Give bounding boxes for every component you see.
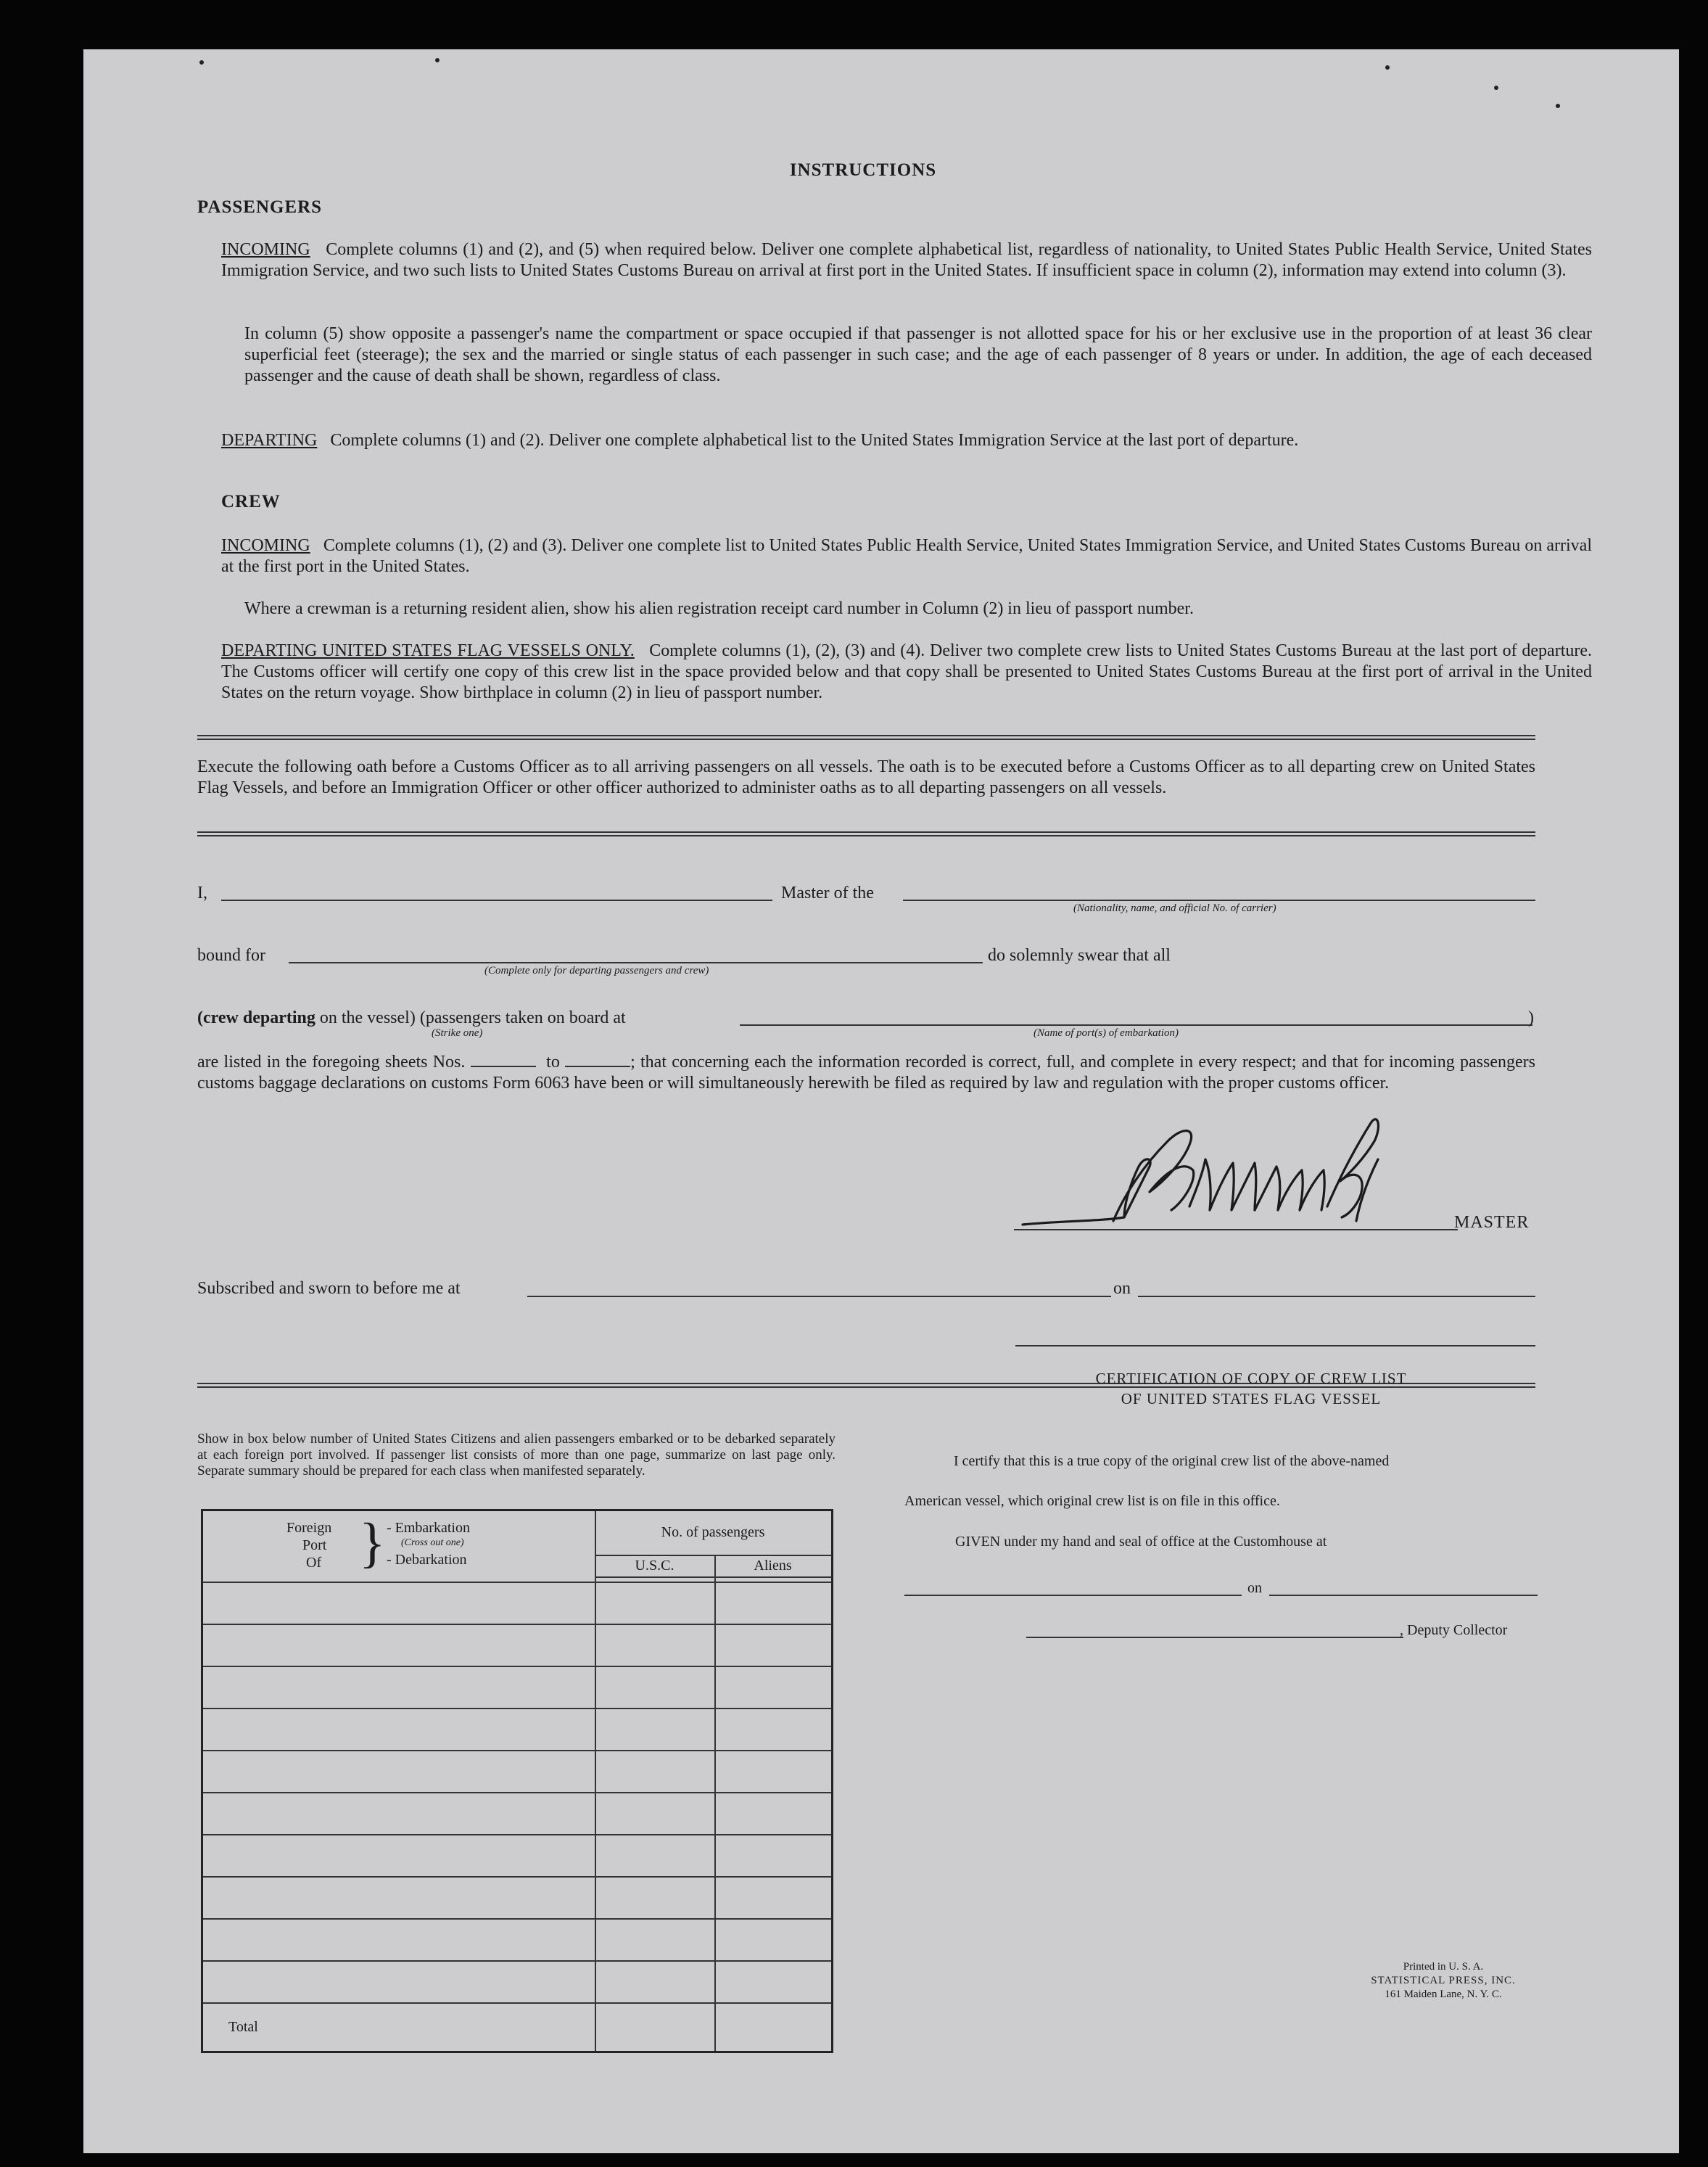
given-text: GIVEN under my hand and seal of office at the Customhouse at — [955, 1534, 1327, 1550]
listed-text: are listed in the foregoing sheets Nos. — [197, 1053, 466, 1072]
master-name-field[interactable] — [221, 900, 772, 901]
aliens-header: Aliens — [754, 1558, 792, 1574]
officer-signature-field[interactable] — [1015, 1345, 1535, 1346]
summary-instruction: Show in box below number of United States Citizens and alien passengers embarked or to be debarked separately at each foreign port involved. If passenger list consists of more than one page, summarize on last page only. Separate summary should be prepared for each class when manifested separately. — [197, 1431, 836, 1479]
table-row — [203, 1708, 831, 1709]
departing-text: Complete columns (1) and (2). Deliver one complete alphabetical list to the United States Immigration Service at the last port of departure. — [330, 431, 1299, 450]
scan-speck — [199, 60, 204, 65]
table-row — [203, 1624, 831, 1625]
certification-title-2: OF UNITED STATES FLAG VESSEL — [1121, 1390, 1382, 1407]
scan-speck — [1385, 65, 1390, 70]
table-row — [203, 1834, 831, 1835]
table-row — [203, 1876, 831, 1878]
master-signature-line[interactable] — [1014, 1229, 1458, 1230]
crew-incoming-text: Complete columns (1), (2) and (3). Deliver one complete list to United States Public Health Service, United States Immigration Service, and United States Customs Bureau on arrival at the first port in the United States. — [221, 536, 1593, 576]
section-divider — [197, 831, 1535, 836]
close-paren: ) — [1528, 1008, 1534, 1027]
table-row — [203, 2002, 831, 2004]
incoming-text: Complete columns (1) and (2), and (5) when required below. Deliver one complete alphabetical list, regardless of nationality, to United States Public Health Service, United States Immigration Service, and two such lists to United States Customs Bureau on arrival at first port in the United States. If insufficient space in column (2), information may extend into column (3). — [221, 240, 1592, 280]
printer-line-3: 161 Maiden Lane, N. Y. C. — [1385, 1989, 1502, 2000]
subscribed-on-label: on — [1113, 1279, 1131, 1298]
cross-out-caption: (Cross out one) — [401, 1537, 464, 1548]
on-the-vessel-text: on the vessel) — [315, 1008, 416, 1027]
passenger-summary-table — [201, 1509, 833, 2053]
passengers-departing-paragraph — [221, 430, 1592, 451]
table-row — [203, 1582, 831, 1583]
debarkation-label: - Debarkation — [387, 1552, 467, 1568]
crew-departing-label: DEPARTING UNITED STATES FLAG VESSELS ONLY. — [221, 641, 635, 660]
crew-passenger-line — [197, 1008, 626, 1028]
crew-incoming-paragraph — [221, 535, 1592, 577]
embarkation-port-field[interactable] — [740, 1024, 1532, 1026]
master-label: MASTER — [1454, 1213, 1530, 1232]
master-signature — [1015, 1072, 1393, 1232]
table-header-line — [595, 1576, 831, 1578]
embarkation-label: - Embarkation — [387, 1520, 470, 1536]
total-label: Total — [228, 2019, 258, 2035]
strike-caption: (Strike one) — [432, 1027, 483, 1039]
port-label: Port — [302, 1537, 327, 1553]
carrier-field[interactable] — [903, 900, 1535, 901]
incoming-label: INCOMING — [221, 240, 310, 259]
embarkation-caption: (Name of port(s) of embarkation) — [1034, 1027, 1179, 1039]
table-row — [203, 1666, 831, 1667]
crew-departing-paragraph — [221, 641, 1592, 704]
sheet-from-field[interactable] — [471, 1066, 536, 1067]
of-label: Of — [306, 1555, 322, 1571]
passengers-incoming-paragraph — [221, 239, 1592, 281]
american-vessel-text: American vessel, which original crew list is on file in this office. — [904, 1493, 1280, 1509]
subscribed-date-field[interactable] — [1138, 1296, 1535, 1297]
section-divider — [197, 735, 1535, 740]
subscribed-label: Subscribed and sworn to before me at — [197, 1279, 461, 1298]
scan-speck — [1494, 86, 1498, 90]
deputy-collector-label: , Deputy Collector — [1400, 1622, 1508, 1638]
table-column-line — [595, 1511, 596, 2051]
customhouse-field[interactable] — [904, 1595, 1242, 1596]
bound-for-label: bound for — [197, 946, 265, 965]
sheet-to-field[interactable] — [565, 1066, 630, 1067]
certification-title-1: CERTIFICATION OF COPY OF CREW LIST — [1095, 1370, 1407, 1387]
certification-on-label: on — [1247, 1580, 1262, 1596]
departing-label: DEPARTING — [221, 431, 318, 450]
bound-for-caption: (Complete only for departing passengers and crew) — [484, 965, 709, 976]
table-column-line — [714, 1555, 716, 2051]
column5-paragraph: In column (5) show opposite a passenger's name the compartment or space occupied if that passenger is not allotted space for his or her exclusive use in the proportion of at least 36 clear superficial feet (steerage); the sex and the married or single status of each passenger in such case; and the age of each passenger of 8 years or under. In addition, the age of each deceased passenger and the cause of death shall be shown, regardless of class. — [244, 324, 1592, 385]
certification-date-field[interactable] — [1269, 1595, 1538, 1596]
table-row — [203, 1918, 831, 1920]
passengers-taken-option[interactable]: (passengers taken on board at — [419, 1008, 626, 1027]
table-header-line — [595, 1555, 831, 1556]
printer-line-1: Printed in U. S. A. — [1403, 1961, 1484, 1973]
deputy-collector-field[interactable] — [1026, 1637, 1403, 1638]
passengers-heading: PASSENGERS — [197, 197, 323, 217]
printer-line-2: STATISTICAL PRESS, INC. — [1371, 1975, 1516, 1986]
listed-text-2: ; that concerning each the information recorded is correct, full, and complete in every respect; and that for incoming passengers customs baggage declarations on customs Form 6063 have been or will simultaneously herewith be filed as required by law and regulation with the proper customs officer. — [197, 1053, 1535, 1093]
subscribed-place-field[interactable] — [527, 1296, 1111, 1297]
foreign-label: Foreign — [286, 1520, 332, 1536]
i-label: I, — [197, 884, 207, 902]
crew-incoming-label: INCOMING — [221, 536, 310, 555]
scan-speck — [435, 58, 440, 62]
crew-heading: CREW — [221, 492, 281, 511]
table-row — [203, 1960, 831, 1962]
oath-instruction: Execute the following oath before a Customs Officer as to all arriving passengers on all vessels. The oath is to be executed before a Customs Officer as to all departing crew on United States Flag Vessels, and before an Immigration Officer or other officer authorized to administer oaths as to all departing passengers on all vessels. — [197, 757, 1535, 797]
scan-speck — [1556, 104, 1560, 108]
crew-departing-option[interactable]: (crew departing — [197, 1008, 315, 1027]
carrier-caption: (Nationality, name, and official No. of carrier) — [1073, 902, 1276, 914]
form-sheet — [83, 49, 1679, 2153]
certify-text: I certify that this is a true copy of the original crew list of the above-named — [954, 1453, 1390, 1469]
table-row — [203, 1750, 831, 1751]
bound-for-field[interactable] — [289, 962, 983, 963]
crew-departing-text: Complete columns (1), (2), (3) and (4). Deliver two complete crew lists to United States Customs Bureau at the last port of departure. The Customs officer will certify one copy of this crew list in the space provided below and that copy shall be presented to United States Customs Bureau at the first port of arrival in the United States on the return voyage. Show birthplace in column (2) in lieu of passport number. — [221, 641, 1593, 702]
no-of-passengers-label: No. of passengers — [661, 1524, 765, 1540]
table-row — [203, 1792, 831, 1793]
brace-icon: } — [359, 1513, 386, 1574]
swear-text: do solemnly swear that all — [988, 946, 1171, 965]
page-title: INSTRUCTIONS — [789, 160, 937, 180]
usc-header: U.S.C. — [635, 1558, 674, 1574]
to-label: to — [546, 1053, 560, 1072]
master-of-the-label: Master of the — [781, 884, 874, 902]
resident-alien-paragraph: Where a crewman is a returning resident alien, show his alien registration receipt card number in Column (2) in lieu of passport number. — [244, 599, 1194, 618]
